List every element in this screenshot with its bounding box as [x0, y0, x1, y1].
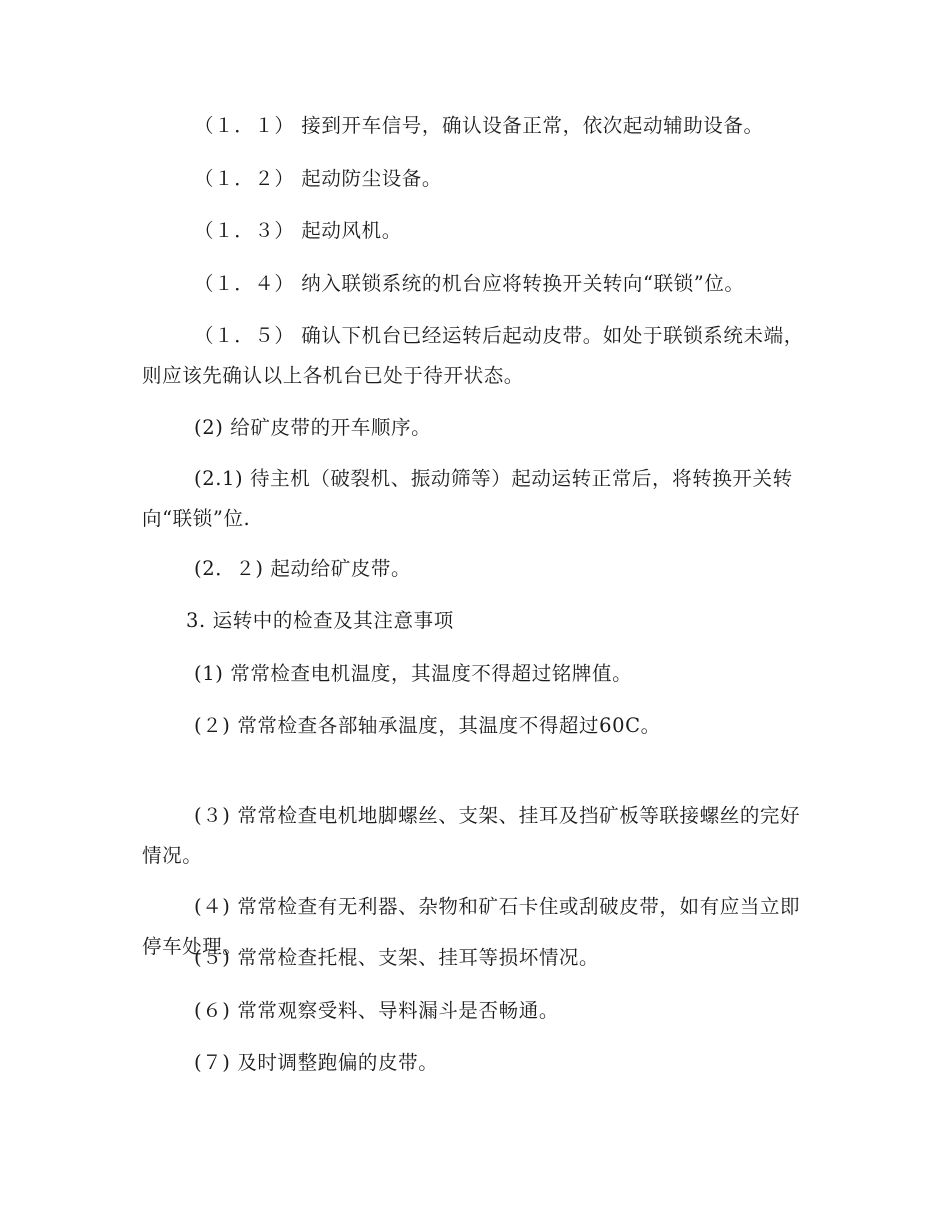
check-item-4: (４) 常常检查有无利器、杂物和矿石卡住或刮破皮带，如有应当立即停车处理。 [142, 895, 801, 958]
paragraph-1-2: （１．２） 起动防尘设备。 [194, 167, 442, 190]
paragraph-2: (2) 给矿皮带的开车顺序。 [194, 416, 432, 439]
paragraph-2-2: (2．２) 起动给矿皮带。 [194, 557, 412, 580]
paragraph-1-4: （１．４） 纳入联锁系统的机台应将转换开关转向“联锁”位。 [194, 272, 745, 295]
paragraph-1-3: （１．３） 起动风机。 [194, 219, 402, 242]
paragraph-1-5: （１．５） 确认下机台已经运转后起动皮带。如处于联锁系统未端，则应该先确认以上各机台已处于待开状态。 [142, 324, 804, 387]
check-item-3: (３) 常常检查电机地脚螺丝、支架、挂耳及挡矿板等联接螺丝的完好情况。 [142, 804, 801, 867]
paragraph-1-1: （１．１） 接到开车信号，确认设备正常，依次起动辅助设备。 [194, 114, 764, 137]
check-item-1: (1) 常常检查电机温度，其温度不得超过铭牌值。 [194, 662, 633, 685]
paragraph-2-1: (2.1) 待主机（破裂机、振动筛等）起动运转正常后，将转换开关转向“联锁”位. [142, 467, 793, 530]
check-item-2: (２) 常常检查各部轴承温度，其温度不得超过60C。 [194, 714, 661, 737]
check-item-5: (５) 常常检查托棍、支架、挂耳等损坏情况。 [194, 946, 600, 969]
section-heading-3: 3. 运转中的检查及其注意事项 [186, 609, 454, 632]
check-item-6: (６) 常常观察受料、导料漏斗是否畅通。 [194, 999, 559, 1022]
check-item-7: (７) 及时调整跑偏的皮带。 [194, 1051, 439, 1074]
